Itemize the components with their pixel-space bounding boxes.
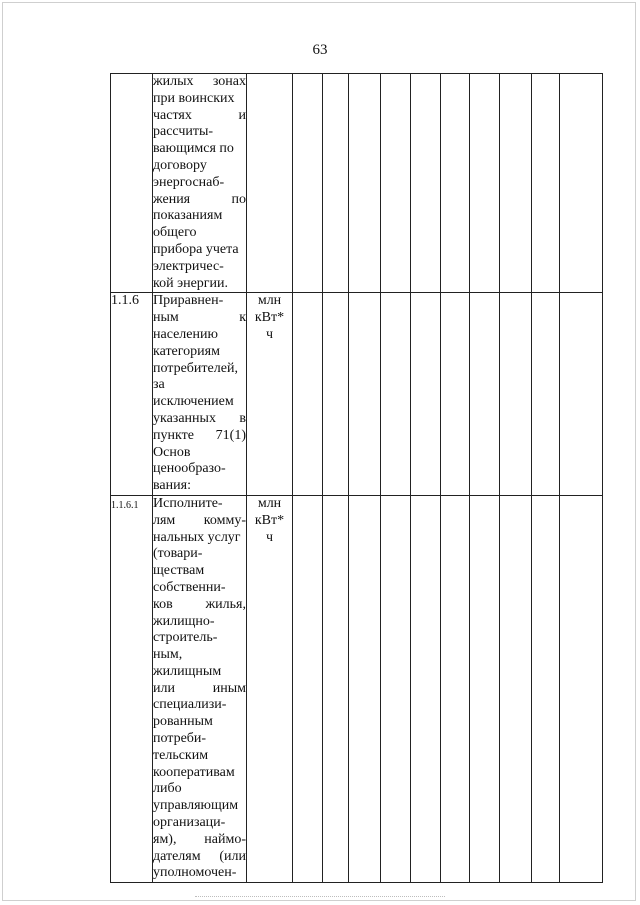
row-number-cell: 1.1.6.1 bbox=[111, 495, 153, 882]
description-line: Основ bbox=[153, 444, 191, 460]
empty-value-cell bbox=[560, 495, 603, 882]
row-description-cell bbox=[153, 74, 247, 293]
description-line: жения по bbox=[153, 191, 246, 207]
unit-line: ч bbox=[265, 326, 274, 342]
description-line: тельским bbox=[153, 747, 209, 763]
empty-value-cell bbox=[470, 74, 500, 293]
empty-value-cell bbox=[293, 495, 323, 882]
empty-value-cell bbox=[470, 293, 500, 496]
description-line: категориям bbox=[153, 343, 220, 359]
description-line: при воинских bbox=[153, 90, 235, 106]
empty-value-cell bbox=[532, 74, 560, 293]
description-line: вания: bbox=[153, 478, 191, 494]
description-line: Приравнен- bbox=[153, 293, 224, 309]
description-line: прибора учета bbox=[153, 241, 239, 257]
empty-value-cell bbox=[441, 495, 470, 882]
row-unit-cell bbox=[247, 74, 293, 293]
description-line: рованным bbox=[153, 714, 213, 730]
table-body bbox=[111, 74, 603, 883]
empty-value-cell bbox=[500, 495, 532, 882]
empty-value-cell bbox=[411, 495, 441, 882]
unit-line: ч bbox=[265, 529, 274, 545]
description-line: дателям (или bbox=[153, 848, 246, 864]
description-line: за bbox=[153, 377, 165, 393]
description-line: кой энергии. bbox=[153, 275, 229, 291]
description-line: нальных услуг bbox=[153, 529, 241, 545]
description-line: ценообразо- bbox=[153, 461, 226, 477]
empty-value-cell bbox=[411, 293, 441, 496]
empty-value-cell bbox=[293, 293, 323, 496]
description-line: кооперативам bbox=[153, 764, 235, 780]
description-line: рассчиты- bbox=[153, 124, 214, 140]
description-line: организаци- bbox=[153, 815, 226, 831]
empty-value-cell bbox=[323, 495, 349, 882]
description-line: или иным bbox=[153, 680, 246, 696]
description-line: потребителей, bbox=[153, 360, 238, 376]
description-line: (товари- bbox=[153, 546, 203, 562]
row-number-cell: 1.1.6 bbox=[111, 293, 153, 496]
empty-value-cell bbox=[411, 74, 441, 293]
description-line: показаниям bbox=[153, 208, 223, 224]
description-line: собственни- bbox=[153, 579, 226, 595]
empty-value-cell bbox=[381, 74, 411, 293]
description-line: договору bbox=[153, 157, 207, 173]
description-line: вающимся по bbox=[153, 141, 234, 157]
table-row bbox=[111, 495, 603, 882]
empty-value-cell bbox=[441, 74, 470, 293]
unit-line: млн bbox=[257, 293, 282, 309]
description-line: жилищным bbox=[153, 663, 222, 679]
description-line: либо bbox=[153, 781, 182, 797]
table-row bbox=[111, 74, 603, 293]
description-line: жилищно- bbox=[153, 613, 215, 629]
description-line: лям комму- bbox=[153, 512, 246, 528]
table-row bbox=[111, 293, 603, 496]
scan-artifact-line bbox=[195, 896, 445, 897]
description-line: ным, bbox=[153, 647, 183, 663]
description-line: потреби- bbox=[153, 731, 207, 747]
description-line: ям), наймо- bbox=[153, 831, 246, 847]
row-number-cell bbox=[111, 74, 153, 293]
empty-value-cell bbox=[470, 495, 500, 882]
empty-value-cell bbox=[293, 74, 323, 293]
description-line: частях и bbox=[153, 107, 246, 123]
description-line: ществам bbox=[153, 563, 205, 579]
empty-value-cell bbox=[500, 293, 532, 496]
description-line: общего bbox=[153, 225, 197, 241]
empty-value-cell bbox=[349, 293, 381, 496]
description-line: специализи- bbox=[153, 697, 227, 713]
row-unit-cell bbox=[247, 293, 293, 496]
empty-value-cell bbox=[560, 74, 603, 293]
description-line: Исполните- bbox=[153, 495, 223, 511]
row-unit-cell bbox=[247, 495, 293, 882]
description-line: указанных в bbox=[153, 410, 246, 426]
description-line: исключением bbox=[153, 394, 234, 410]
row-description-cell bbox=[153, 495, 247, 882]
empty-value-cell bbox=[323, 74, 349, 293]
empty-value-cell bbox=[323, 293, 349, 496]
row-description-cell bbox=[153, 293, 247, 496]
empty-value-cell bbox=[349, 495, 381, 882]
description-line: управляющим bbox=[153, 798, 239, 814]
empty-value-cell bbox=[441, 293, 470, 496]
empty-value-cell bbox=[349, 74, 381, 293]
empty-value-cell bbox=[381, 293, 411, 496]
data-table bbox=[110, 73, 603, 883]
unit-line: кВт* bbox=[254, 512, 285, 528]
description-line: пункте 71(1) bbox=[153, 427, 246, 443]
description-line: энергоснаб- bbox=[153, 174, 225, 190]
description-line: электричес- bbox=[153, 258, 224, 274]
unit-line: кВт* bbox=[254, 310, 285, 326]
description-line: населению bbox=[153, 326, 218, 342]
empty-value-cell bbox=[532, 495, 560, 882]
unit-line: млн bbox=[257, 495, 282, 511]
empty-value-cell bbox=[532, 293, 560, 496]
empty-value-cell bbox=[560, 293, 603, 496]
empty-value-cell bbox=[500, 74, 532, 293]
description-line: строитель- bbox=[153, 630, 218, 646]
description-line: ков жилья, bbox=[153, 596, 246, 612]
page-number: 63 bbox=[312, 42, 328, 58]
empty-value-cell bbox=[381, 495, 411, 882]
description-line: уполномочен- bbox=[153, 865, 237, 881]
description-line: ным к bbox=[153, 310, 246, 326]
description-line: жилых зонах bbox=[153, 74, 246, 89]
